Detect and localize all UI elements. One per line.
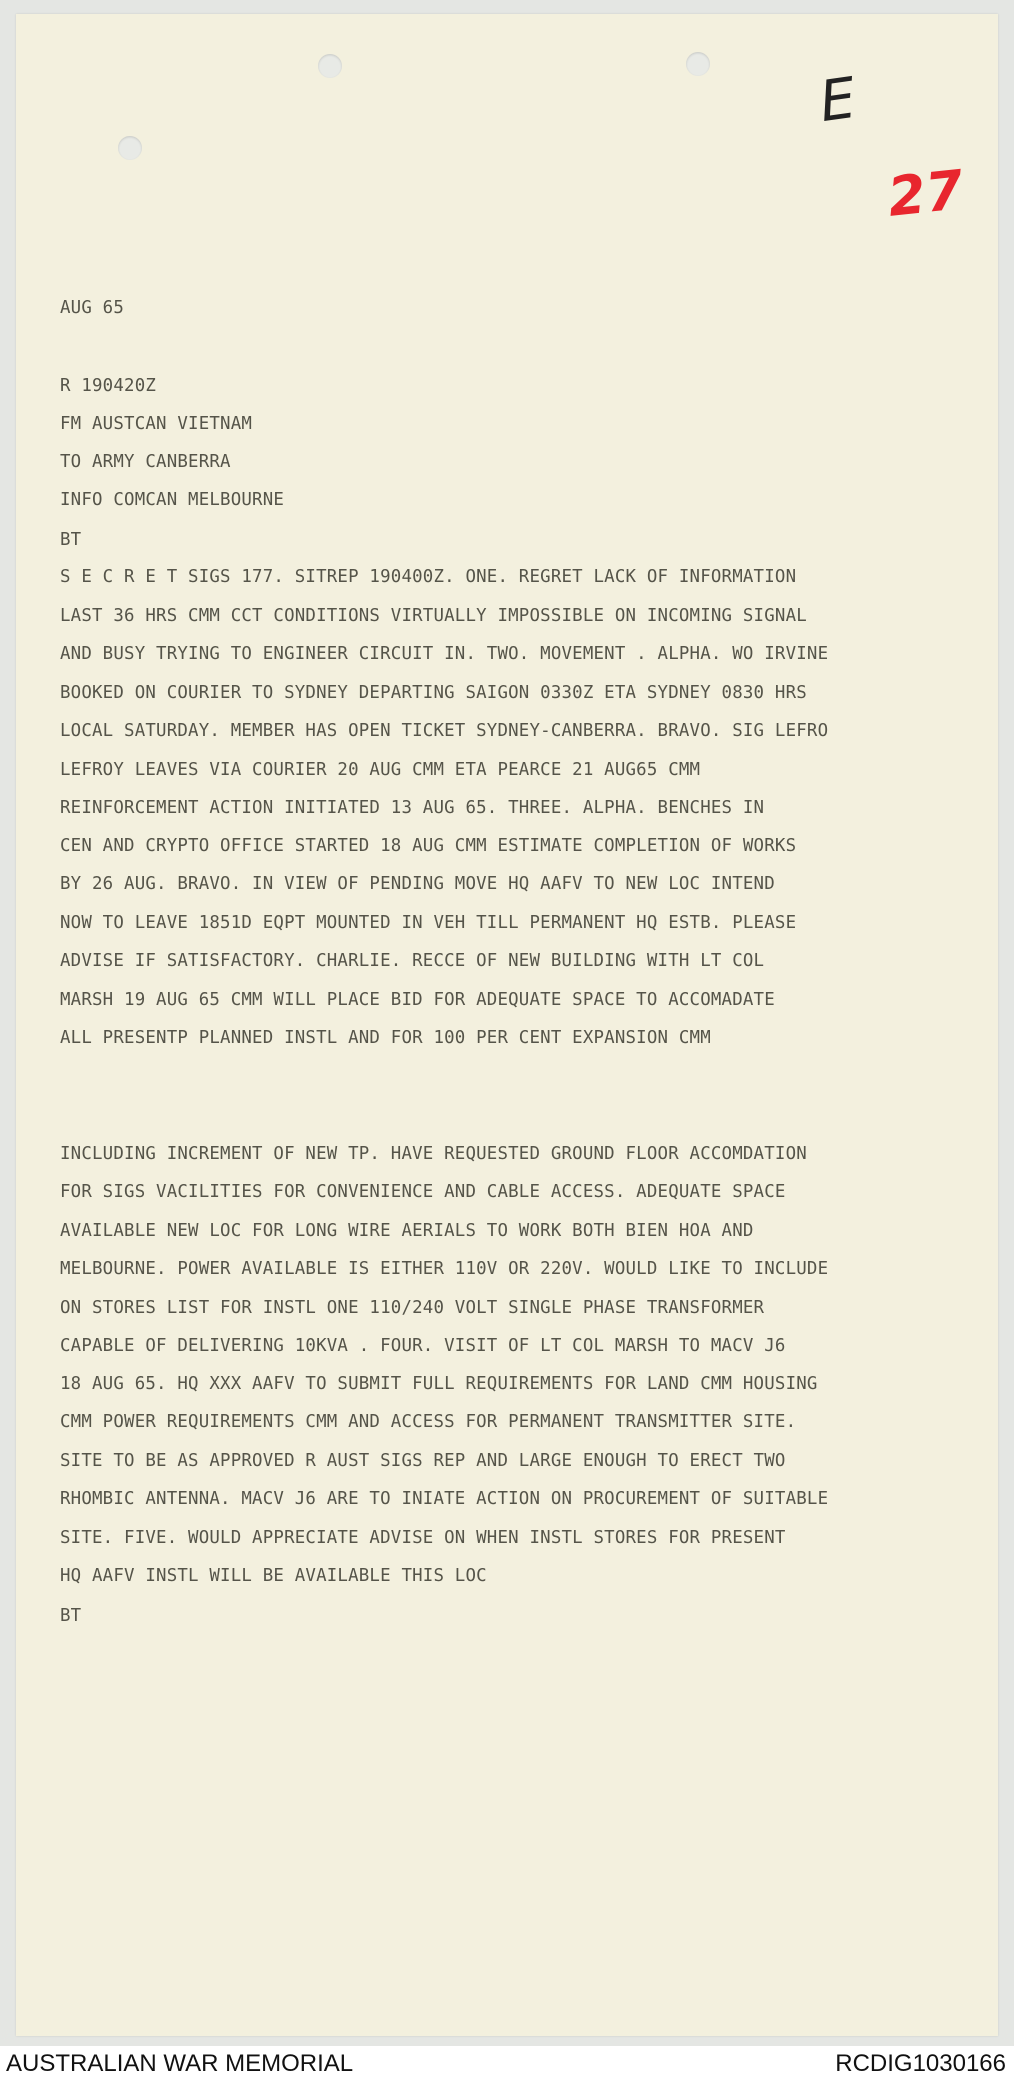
body-line: SITE TO BE AS APPROVED R AUST SIGS REP AND LARGE ENOUGH TO ERECT TWO [60, 1451, 786, 1471]
date-line: AUG 65 [60, 298, 125, 318]
body-line: CMM POWER REQUIREMENTS CMM AND ACCESS FOR PERMANENT TRANSMITTER SITE. [60, 1412, 797, 1432]
dtg-line: R 190420Z [60, 376, 157, 396]
punch-hole [318, 54, 342, 78]
from-line: FM AUSTCAN VIETNAM [60, 414, 253, 434]
punch-hole [686, 52, 710, 76]
body-line: LAST 36 HRS CMM CCT CONDITIONS VIRTUALLY IMPOSSIBLE ON INCOMING SIGNAL [60, 606, 807, 626]
body-line: HQ AAFV INSTL WILL BE AVAILABLE THIS LOC [60, 1566, 487, 1586]
to-line: TO ARMY CANBERRA [60, 452, 231, 472]
body-line: 18 AUG 65. HQ XXX AAFV TO SUBMIT FULL REQUIREMENTS FOR LAND CMM HOUSING [60, 1374, 818, 1394]
body-line: BY 26 AUG. BRAVO. IN VIEW OF PENDING MOVE HQ AAFV TO NEW LOC INTEND [60, 874, 775, 894]
punch-hole [118, 136, 142, 160]
archive-reference: RCDIG1030166 [835, 2050, 1006, 2077]
body-line: AND BUSY TRYING TO ENGINEER CIRCUIT IN. TWO. MOVEMENT . ALPHA. WO IRVINE [60, 644, 829, 664]
body-line: ON STORES LIST FOR INSTL ONE 110/240 VOLT SINGLE PHASE TRANSFORMER [60, 1298, 765, 1318]
handwritten-folio-number: 27 [884, 158, 967, 229]
body-line: MELBOURNE. POWER AVAILABLE IS EITHER 110V OR 220V. WOULD LIKE TO INCLUDE [60, 1259, 829, 1279]
info-line: INFO COMCAN MELBOURNE [60, 490, 285, 510]
archive-footer [0, 2046, 1014, 2082]
break-line: BT [60, 530, 82, 550]
body-line: AVAILABLE NEW LOC FOR LONG WIRE AERIALS TO WORK BOTH BIEN HOA AND [60, 1221, 754, 1241]
body-line: CEN AND CRYPTO OFFICE STARTED 18 AUG CMM ESTIMATE COMPLETION OF WORKS [60, 836, 797, 856]
body-line: S E C R E T SIGS 177. SITREP 190400Z. ONE. REGRET LACK OF INFORMATION [60, 567, 797, 587]
body-line: LEFROY LEAVES VIA COURIER 20 AUG CMM ETA PEARCE 21 AUG65 CMM [60, 760, 701, 780]
body-line: ADVISE IF SATISFACTORY. CHARLIE. RECCE OF NEW BUILDING WITH LT COL [60, 951, 765, 971]
body-line: SITE. FIVE. WOULD APPRECIATE ADVISE ON WHEN INSTL STORES FOR PRESENT [60, 1528, 786, 1548]
break-line: BT [60, 1606, 82, 1626]
body-line: CAPABLE OF DELIVERING 10KVA . FOUR. VISIT OF LT COL MARSH TO MACV J6 [60, 1336, 786, 1356]
archive-name: AUSTRALIAN WAR MEMORIAL [6, 2050, 354, 2077]
body-line: LOCAL SATURDAY. MEMBER HAS OPEN TICKET SYDNEY-CANBERRA. BRAVO. SIG LEFRO [60, 721, 829, 741]
body-line: BOOKED ON COURIER TO SYDNEY DEPARTING SAIGON 0330Z ETA SYDNEY 0830 HRS [60, 683, 807, 703]
body-line: REINFORCEMENT ACTION INITIATED 13 AUG 65. THREE. ALPHA. BENCHES IN [60, 798, 765, 818]
body-line: ALL PRESENTP PLANNED INSTL AND FOR 100 PER CENT EXPANSION CMM [60, 1028, 711, 1048]
body-line: NOW TO LEAVE 1851D EQPT MOUNTED IN VEH TILL PERMANENT HQ ESTB. PLEASE [60, 913, 797, 933]
body-line: RHOMBIC ANTENNA. MACV J6 ARE TO INIATE ACTION ON PROCUREMENT OF SUITABLE [60, 1489, 829, 1509]
body-line: MARSH 19 AUG 65 CMM WILL PLACE BID FOR ADEQUATE SPACE TO ACCOMADATE [60, 990, 775, 1010]
handwritten-letter-mark: E [815, 65, 860, 136]
body-line: FOR SIGS VACILITIES FOR CONVENIENCE AND CABLE ACCESS. ADEQUATE SPACE [60, 1182, 786, 1202]
body-line: INCLUDING INCREMENT OF NEW TP. HAVE REQUESTED GROUND FLOOR ACCOMDATION [60, 1144, 807, 1164]
document-page [16, 14, 998, 2036]
